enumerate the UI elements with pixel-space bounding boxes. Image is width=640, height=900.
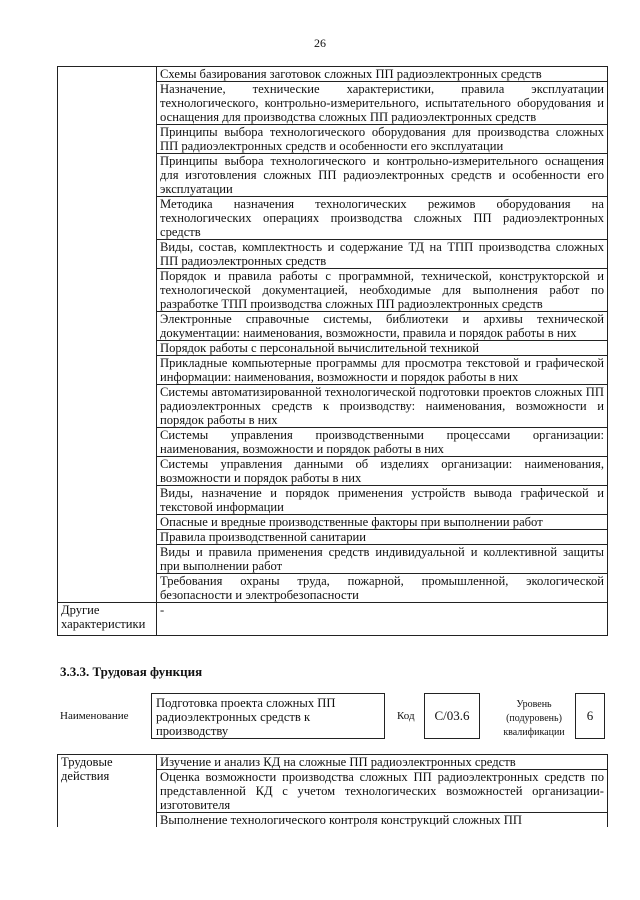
- knowledge-cell: Назначение, технические характеристики, правила эксплуатации технологического, контрольно-измерительного, испытательного оборудования и оснащения для производства сложных ПП радиоэлектронных средств: [157, 82, 608, 125]
- knowledge-cell: Порядок работы с персональной вычислительной техникой: [157, 341, 608, 356]
- labor-action-row: [58, 755, 608, 770]
- knowledge-cell: Системы управления производственными процессами организации: наименования, возможности и порядок работы в них: [157, 428, 608, 457]
- knowledge-cell: Правила производственной санитарии: [157, 530, 608, 545]
- knowledge-cell: Опасные и вредные производственные факторы при выполнении работ: [157, 515, 608, 530]
- labor-action-cell: Изучение и анализ КД на сложные ПП радиоэлектронных средств: [157, 755, 608, 770]
- knowledge-cell: Требования охраны труда, пожарной, промышленной, экологической безопасности и электробезопасности: [157, 574, 608, 603]
- knowledge-cell: Виды и правила применения средств индивидуальной и коллективной защиты при выполнении работ: [157, 545, 608, 574]
- page-number: 26: [314, 36, 326, 50]
- knowledge-cell: Системы автоматизированной технологической подготовки проектов сложных ПП радиоэлектронных средств к производству: наименования, возможности и порядок работы в них: [157, 385, 608, 428]
- knowledge-row: [58, 67, 608, 82]
- labor-action-cell: Выполнение технологического контроля конструкций сложных ПП: [157, 813, 608, 828]
- knowledge-cell: Виды, состав, комплектность и содержание ТД на ТПП производства сложных ПП радиоэлектронных средств: [157, 240, 608, 269]
- knowledge-cell: Прикладные компьютерные программы для просмотра текстовой и графической информации: наименования, возможности и порядок работы в них: [157, 356, 608, 385]
- level-box: 6: [575, 693, 605, 739]
- knowledge-cell: Принципы выбора технологического и контрольно-измерительного оснащения для изготовления сложных ПП радиоэлектронных средств и особенности его эксплуатации: [157, 154, 608, 197]
- section-title: 3.3.3. Трудовая функция: [60, 664, 203, 679]
- function-code-box: C/03.6: [424, 693, 480, 739]
- knowledge-cell: Порядок и правила работы с программной, технической, конструкторской и технологической документацией, необходимые для выполнения работ по разработке ТПП производства сложных ПП радиоэлектронных средств: [157, 269, 608, 312]
- level-label: Уровень (подуровень) квалификации: [503, 699, 565, 738]
- code-label: Код: [397, 710, 415, 722]
- knowledge-cell: Принципы выбора технологического оборудования для производства сложных ПП радиоэлектронных средств и особенности его эксплуатации: [157, 125, 608, 154]
- other-characteristics-label: Другие характеристики: [58, 603, 157, 636]
- function-name-box: Подготовка проекта сложных ПП радиоэлектронных средств к производству: [151, 693, 385, 739]
- labor-actions-table: [57, 754, 608, 827]
- labor-actions-label: Трудовые действия: [58, 755, 157, 828]
- name-label: Наименование: [60, 710, 129, 722]
- knowledge-cell: Системы управления данными об изделиях организации: наименования, возможности и порядок работы в них: [157, 457, 608, 486]
- knowledge-cell: Методика назначения технологических режимов оборудования на технологических операциях производства сложных ПП радиоэлектронных средств: [157, 197, 608, 240]
- labor-action-cell: Оценка возможности производства сложных ПП радиоэлектронных средств по представленной КД с учетом технологических возможностей организации-изготовителя: [157, 770, 608, 813]
- knowledge-cell: Схемы базирования заготовок сложных ПП радиоэлектронных средств: [157, 67, 608, 82]
- knowledge-left-cell: [58, 67, 157, 603]
- other-characteristics-value: -: [157, 603, 608, 636]
- knowledge-cell: Электронные справочные системы, библиотеки и архивы технической документации: наименования, возможности, правила и порядок работы в них: [157, 312, 608, 341]
- other-characteristics-row: [58, 603, 608, 636]
- knowledge-cell: Виды, назначение и порядок применения устройств вывода графической и текстовой информации: [157, 486, 608, 515]
- knowledge-table: [57, 66, 608, 636]
